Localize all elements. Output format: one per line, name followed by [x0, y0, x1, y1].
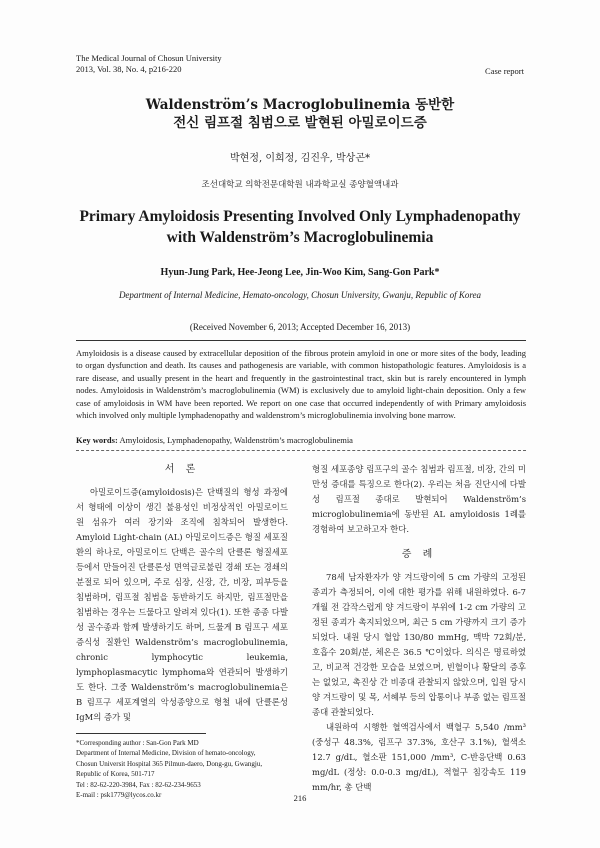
- footnote-rule: [76, 733, 206, 734]
- korean-affiliation: 조선대학교 의학전문대학원 내과학교실 종양혈액내과: [201, 180, 399, 190]
- english-title: [0, 206, 600, 248]
- footnote-line: E-mail : psk1779@lycos.co.kr: [76, 791, 162, 800]
- abstract-bottom-rule: [76, 450, 526, 451]
- corresponding-author-footnote: [76, 738, 290, 800]
- received-dates: (Received November 6, 2013; Accepted December 16, 2013): [189, 322, 411, 332]
- left-column: [76, 462, 288, 725]
- english-authors: Hyun-Jung Park, Hee-Jeong Lee, Jin-Woo Kim, Sang-Gon Park*: [160, 267, 440, 278]
- case-paragraph-2: 내원하여 시행한 혈액검사에서 백혈구 5,540 /mm³ (중성구 48.3%, 림프구 37.3%, 호산구 3.1%), 혈색소 12.7 g/dL, 혈소판 151,000 /mm³, C-반응단백 0.63 mg/dL (정상: 0.0-0.3 mg/dL), 적혈구 침강속도 119 mm/hr, 총 단백: [312, 722, 526, 792]
- journal-name: The Medical Journal of Chosun University: [76, 53, 222, 63]
- journal-header: [76, 53, 222, 75]
- korean-title: [0, 96, 600, 132]
- journal-volume: 2013, Vol. 38, No. 4, p216-220: [76, 64, 182, 74]
- intro-heading: 서 론: [164, 464, 200, 475]
- footnote-line: Chosun Universit Hospital 365 Pilmun-daero, Dong-gu, Gwangju,: [76, 759, 263, 768]
- english-title-line1: Primary Amyloidosis Presenting Involved Only Lymphadenopathy: [79, 208, 521, 225]
- case-heading: 증 례: [401, 549, 437, 560]
- korean-title-line2: 전신 림프절 침범으로 발현된 아밀로이드증: [173, 115, 427, 131]
- keywords-label: Key words:: [76, 435, 118, 445]
- case-paragraph-1: 78세 남자환자가 양 겨드랑이에 5 cm 가량의 고정된 종괴가 측정되어, 이에 대한 평가를 위해 내원하였다. 6-7개월 전 감작스럽게 양 겨드랑이 부위에 1-2 cm 가량의 고정된 종괴가 촉지되었으며, 최근 5 cm 가량까지 크기 증가되었다. 내원 당시 혈압 130/80 mmHg, 맥박 72회/분, 호흡수 20회/분, 체온은 36.5 ℃이었다. 의식은 명료하였고, 비교적 건강한 모습을 보였으며, 빈혈이나 황달의 증후는 없었고, 촉진상 간 비종대 관찰되지 않았으며, 입원 당시 양 겨드랑이 및 목, 서혜부 등의 압통이나 부종 없는 림프절 종대 관찰되었다.: [312, 572, 526, 717]
- intro-continuation: 형질 세포종양 림프구의 골수 침범과 림프절, 비장, 간의 미만성 증대를 특징으로 한다(2). 우리는 처음 진단시에 다발성 림프절 종대로 발현되어 Waldenström’s microglobulinemia에 동반된 AL amyloidosis 1례를 경험하여 보고하고자 한다.: [312, 464, 526, 534]
- abstract-top-rule: [76, 340, 526, 341]
- intro-paragraph: 아밀로이드증(amyloidosis)은 단백질의 형성 과정에서 형태에 이상이 생긴 불용성인 비정상적인 아밀로이드 원 섬유가 여러 장기와 조직에 침착되어 발생한다. Amyloid Light-chain (AL) 아밀로이드증은 형질 세포질환의 하나로, 아밀로이드 단백은 골수의 단클론 형질세포 등에서 만들어진 단클론성 면역글로불린 경쇄 또는 경쇄의 분절로 되어 있으며, 주로 심장, 신장, 간, 비장, 피부등을 침범하며, 림프절 침범을 동반하기도 하지만, 림프절만을 침범하는 경우는 드물다고 알려져 있다(1). 또한 종종 다발성 골수종과 함께 발생하기도 하며, 드물게 B 림프구 세포 증식성 질환인 Waldenström’s macroglobulinemia, chronic lymphocytic leukemia, lymphoplasmacytic lymphoma와 연관되어 발생하기도 한다. 그중 Waldenström’s macroglobulinemia은 B 림프구 세포계열의 악성종양으로 형철 내에 단클론성 IgM의 증가 및: [76, 487, 288, 722]
- footnote-line: Tel : 82-62-220-3984, Fax : 82-62-234-9653: [76, 780, 201, 789]
- footnote-line: *Corresponding author : San-Gon Park MD: [76, 739, 199, 747]
- footnote-line: Republic of Korea, 501-717: [76, 770, 155, 779]
- english-affiliation: Department of Internal Medicine, Hemato-oncology, Chosun University, Gwanju, Republic of Korea: [118, 290, 482, 300]
- article-type: Case report: [485, 66, 524, 76]
- right-column: [312, 462, 526, 795]
- english-title-line2: with Waldenström’s Macroglobulinemia: [166, 229, 434, 246]
- keywords-text: Amyloidosis, Lymphadenopathy, Waldenström’s macroglobulinemia: [119, 435, 353, 445]
- page-number: 216: [293, 793, 307, 803]
- keywords: [76, 434, 526, 446]
- korean-title-line1: Waldenström’s Macroglobulinemia 동반한: [145, 97, 455, 113]
- abstract: Amyloidosis is a disease caused by extracellular deposition of the fibrous protein amyloid in one or more sites of the body, leading to organ dysfunction and death. Its causes and pathogenesis are variable, with common histopathologic features. Amyloidosis is a rare disease, and usually present in the heart and frequently in the gastrointestinal tract, skin but is rarely encountered in lymph nodes. Amyloidosis in Waldenström’s macroglobulinemia (WM) is exclusively due to amyloid light-chain deposition. Only a few case of amyloidosis in WM have been reported. We report on one case that occurred independently of with Primary amyloidosis which involved only multiple lymphadenopathy and waldenstrom’s microglobulinemia involving bone marrow.: [76, 348, 526, 421]
- korean-authors: 박현정, 이희정, 김진우, 박상곤*: [230, 153, 370, 164]
- footnote-line: Department of Internal Medicine, Division of hemato-oncology,: [76, 749, 256, 758]
